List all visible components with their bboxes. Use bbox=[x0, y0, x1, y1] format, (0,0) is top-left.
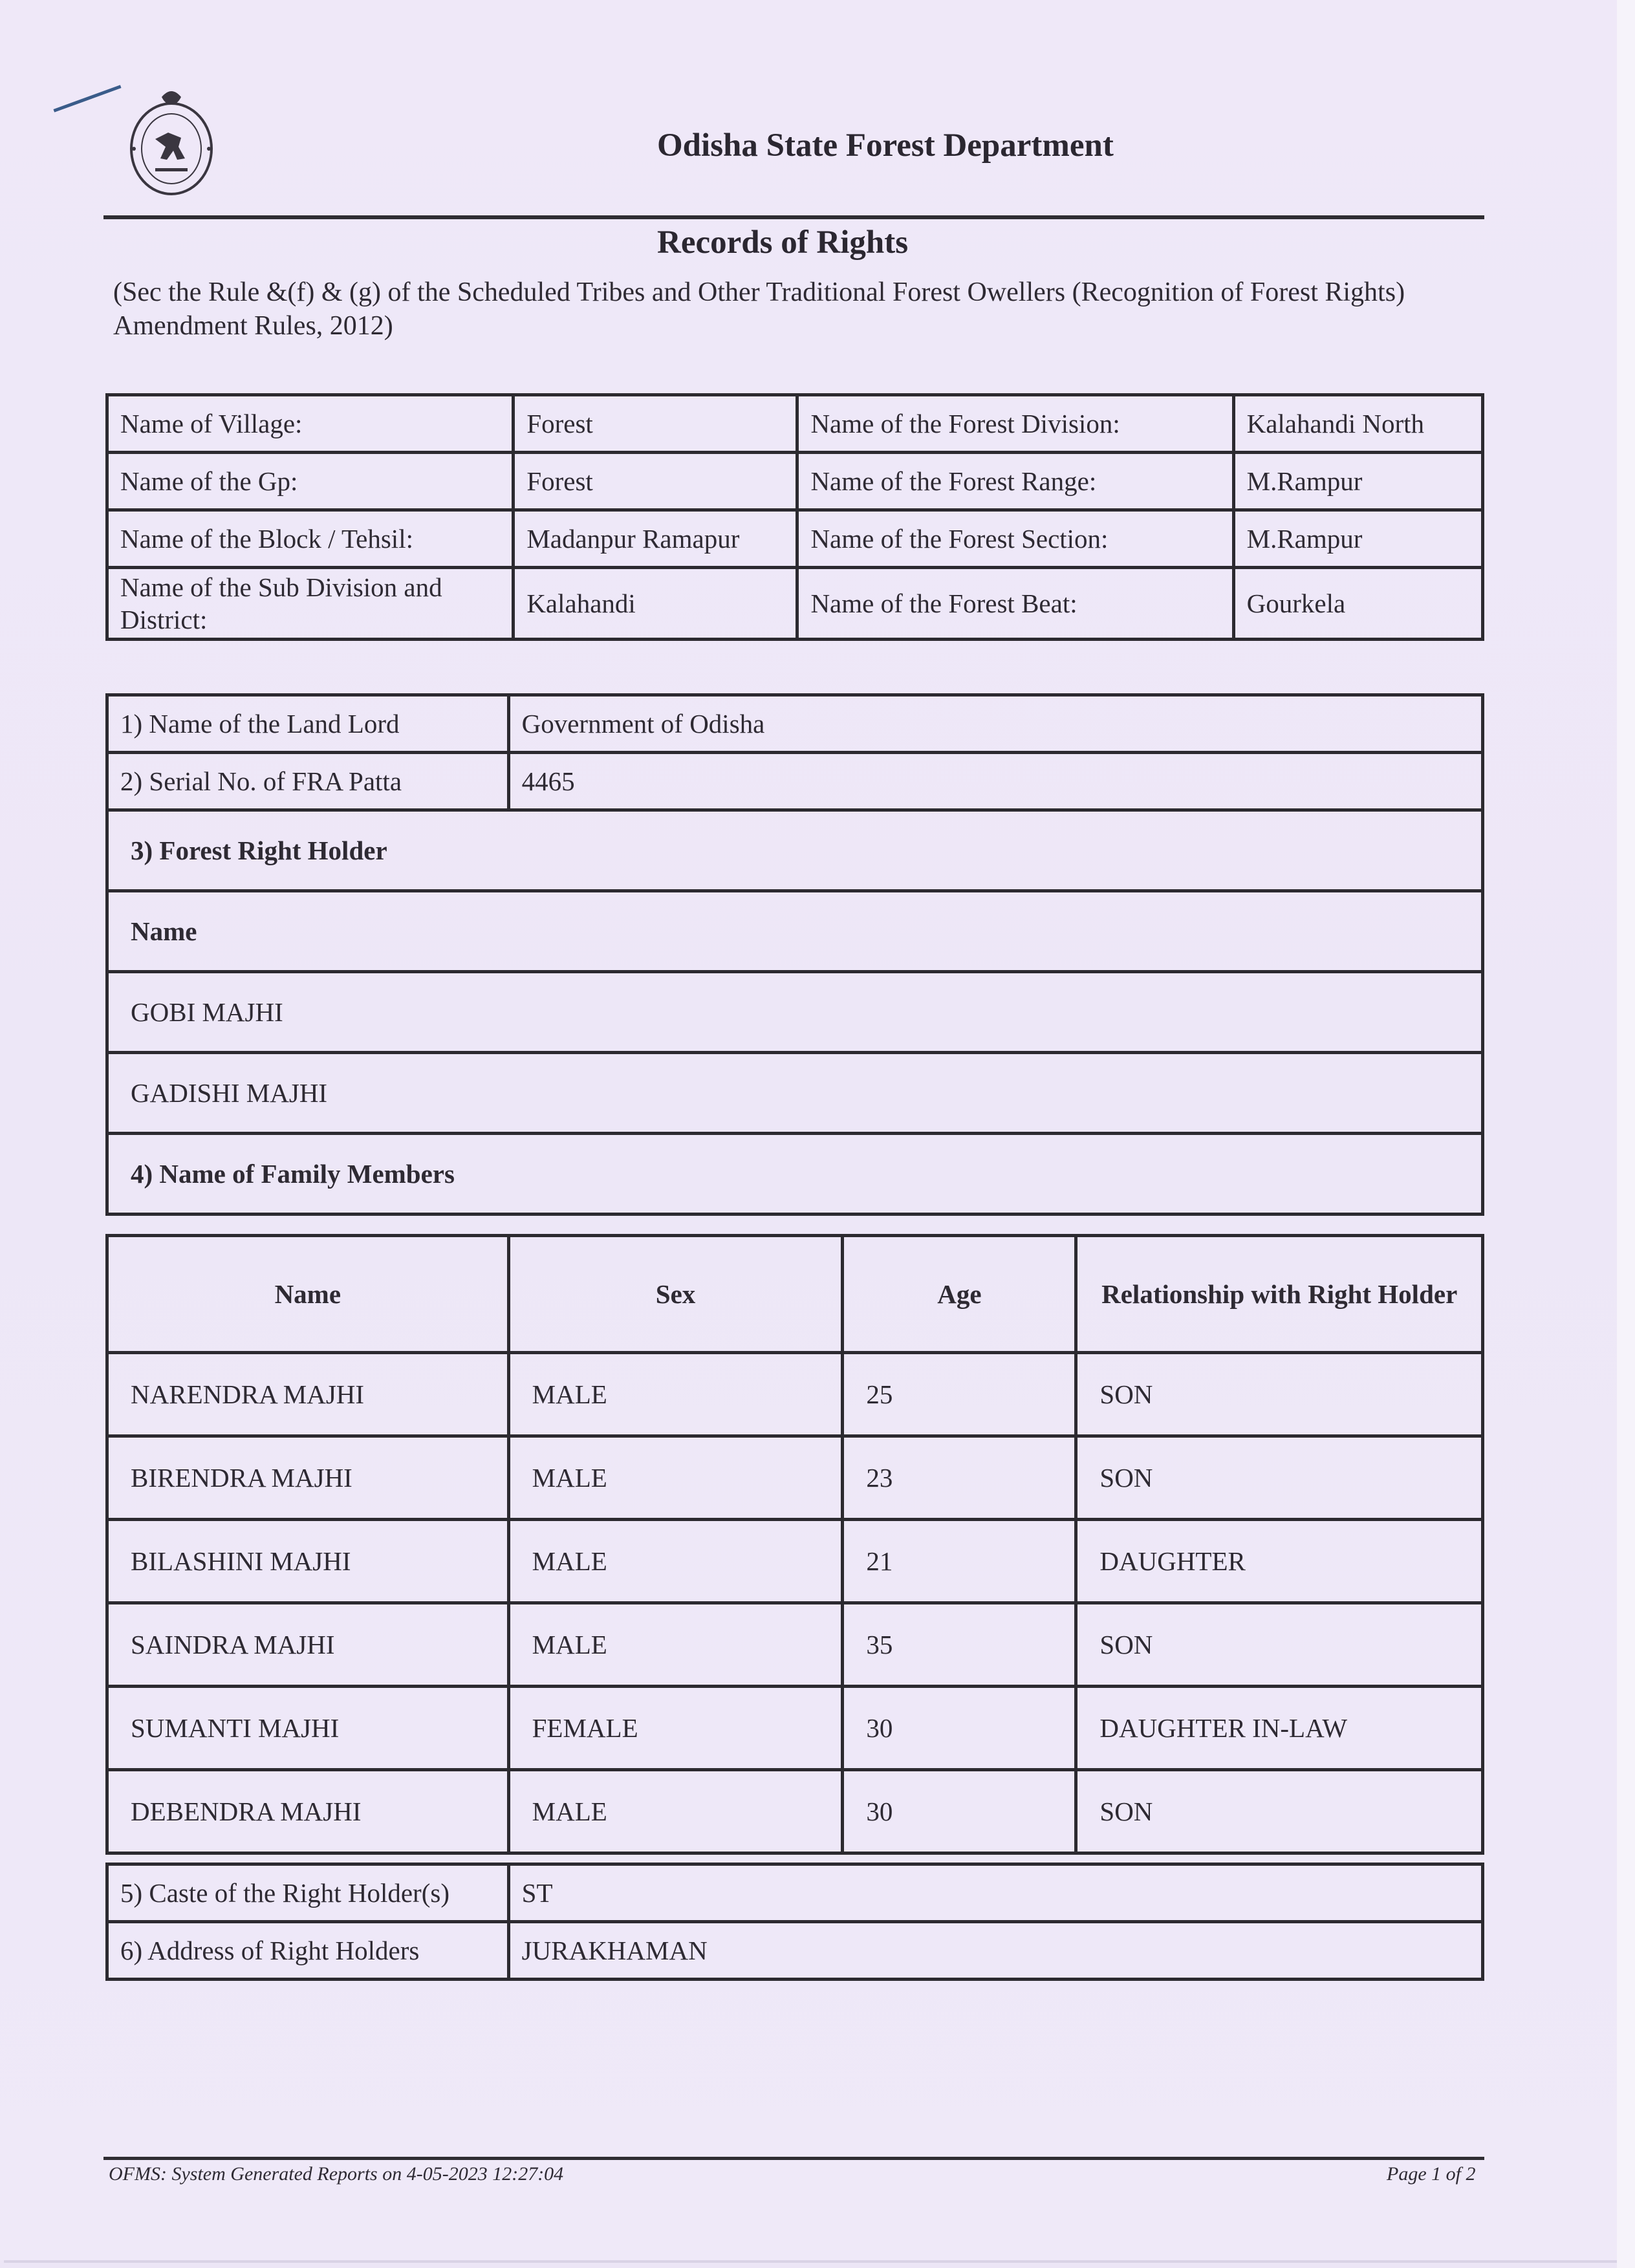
member-age: 30 bbox=[843, 1687, 1076, 1770]
table-row bbox=[107, 695, 1483, 753]
table-row bbox=[107, 1922, 1483, 1980]
member-relation: SON bbox=[1076, 1353, 1483, 1436]
page-title: Records of Rights bbox=[657, 224, 909, 261]
member-relation: SON bbox=[1076, 1436, 1483, 1520]
member-name: BIRENDRA MAJHI bbox=[107, 1436, 509, 1520]
family-members-heading: 4) Name of Family Members bbox=[107, 1134, 1483, 1215]
member-sex: MALE bbox=[508, 1353, 843, 1436]
member-age: 25 bbox=[843, 1353, 1076, 1436]
table-row bbox=[107, 1134, 1483, 1215]
table-row bbox=[107, 510, 1483, 568]
member-name: BILASHINI MAJHI bbox=[107, 1520, 509, 1603]
member-sex: MALE bbox=[508, 1603, 843, 1687]
member-name: SAINDRA MAJHI bbox=[107, 1603, 509, 1687]
column-header-age: Age bbox=[843, 1236, 1076, 1353]
caste-address-table bbox=[105, 1863, 1484, 1981]
address-value: JURAKHAMAN bbox=[508, 1922, 1482, 1980]
village-label: Name of Village: bbox=[107, 395, 514, 453]
member-sex: MALE bbox=[508, 1770, 843, 1853]
member-age: 35 bbox=[843, 1603, 1076, 1687]
table-row bbox=[107, 1864, 1483, 1922]
location-table bbox=[105, 393, 1484, 641]
table-row bbox=[107, 753, 1483, 810]
holder-name: GADISHI MAJHI bbox=[107, 1053, 1483, 1134]
table-row bbox=[107, 1770, 1483, 1853]
rights-details-table bbox=[105, 693, 1484, 1216]
gp-label: Name of the Gp: bbox=[107, 453, 514, 510]
land-lord-value: Government of Odisha bbox=[508, 695, 1482, 753]
holder-name: GOBI MAJHI bbox=[107, 972, 1483, 1053]
generated-timestamp: OFMS: System Generated Reports on 4-05-2023 12:27:04 bbox=[109, 2163, 564, 2185]
table-row bbox=[107, 1603, 1483, 1687]
forest-section-value: M.Rampur bbox=[1233, 510, 1482, 568]
subdivision-value: Kalahandi bbox=[514, 568, 797, 640]
pen-mark bbox=[53, 85, 121, 112]
member-age: 23 bbox=[843, 1436, 1076, 1520]
block-value: Madanpur Ramapur bbox=[514, 510, 797, 568]
page-number: Page 1 of 2 bbox=[1387, 2163, 1476, 2185]
table-row bbox=[107, 891, 1483, 972]
member-relation: SON bbox=[1076, 1770, 1483, 1853]
block-label: Name of the Block / Tehsil: bbox=[107, 510, 514, 568]
footer-divider bbox=[103, 2157, 1484, 2160]
forest-beat-value: Gourkela bbox=[1233, 568, 1482, 640]
member-age: 30 bbox=[843, 1770, 1076, 1853]
subdivision-label: Name of the Sub Division and District: bbox=[107, 568, 514, 640]
member-name: SUMANTI MAJHI bbox=[107, 1687, 509, 1770]
address-label: 6) Address of Right Holders bbox=[107, 1922, 509, 1980]
patta-value: 4465 bbox=[508, 753, 1482, 810]
member-relation: DAUGHTER IN-LAW bbox=[1076, 1687, 1483, 1770]
page-subtitle: (Sec the Rule &(f) & (g) of the Scheduled Tribes and Other Traditional Forest Owellers (Recognition of Forest Rights) Amendment Rules, 2012) bbox=[113, 277, 1405, 341]
forest-range-value: M.Rampur bbox=[1233, 453, 1482, 510]
forest-beat-label: Name of the Forest Beat: bbox=[797, 568, 1233, 640]
table-row bbox=[107, 568, 1483, 640]
forest-section-label: Name of the Forest Section: bbox=[797, 510, 1233, 568]
member-age: 21 bbox=[843, 1520, 1076, 1603]
column-header-sex: Sex bbox=[508, 1236, 843, 1353]
odisha-emblem-icon bbox=[116, 84, 226, 200]
forest-range-label: Name of the Forest Range: bbox=[797, 453, 1233, 510]
member-name: NARENDRA MAJHI bbox=[107, 1353, 509, 1436]
table-row bbox=[107, 453, 1483, 510]
table-row bbox=[107, 1053, 1483, 1134]
table-row bbox=[107, 1353, 1483, 1436]
member-sex: MALE bbox=[508, 1436, 843, 1520]
gp-value: Forest bbox=[514, 453, 797, 510]
forest-division-label: Name of the Forest Division: bbox=[797, 395, 1233, 453]
member-sex: MALE bbox=[508, 1520, 843, 1603]
table-row bbox=[107, 810, 1483, 891]
department-name: Odisha State Forest Department bbox=[657, 127, 1114, 164]
column-header-name: Name bbox=[107, 1236, 509, 1353]
table-header-row bbox=[107, 1236, 1483, 1353]
column-header-relationship: Relationship with Right Holder bbox=[1076, 1236, 1483, 1353]
patta-label: 2) Serial No. of FRA Patta bbox=[107, 753, 509, 810]
table-row bbox=[107, 972, 1483, 1053]
forest-right-holder-heading: 3) Forest Right Holder bbox=[107, 810, 1483, 891]
table-row bbox=[107, 1687, 1483, 1770]
member-relation: SON bbox=[1076, 1603, 1483, 1687]
holder-name-header: Name bbox=[107, 891, 1483, 972]
member-sex: FEMALE bbox=[508, 1687, 843, 1770]
table-row bbox=[107, 1520, 1483, 1603]
header-divider bbox=[103, 215, 1484, 219]
caste-label: 5) Caste of the Right Holder(s) bbox=[107, 1864, 509, 1922]
family-members-table bbox=[105, 1234, 1484, 1855]
member-relation: DAUGHTER bbox=[1076, 1520, 1483, 1603]
table-row bbox=[107, 1436, 1483, 1520]
forest-division-value: Kalahandi North bbox=[1233, 395, 1482, 453]
caste-value: ST bbox=[508, 1864, 1482, 1922]
table-row bbox=[107, 395, 1483, 453]
land-lord-label: 1) Name of the Land Lord bbox=[107, 695, 509, 753]
village-value: Forest bbox=[514, 395, 797, 453]
member-name: DEBENDRA MAJHI bbox=[107, 1770, 509, 1853]
scan-edge bbox=[1617, 0, 1635, 2268]
